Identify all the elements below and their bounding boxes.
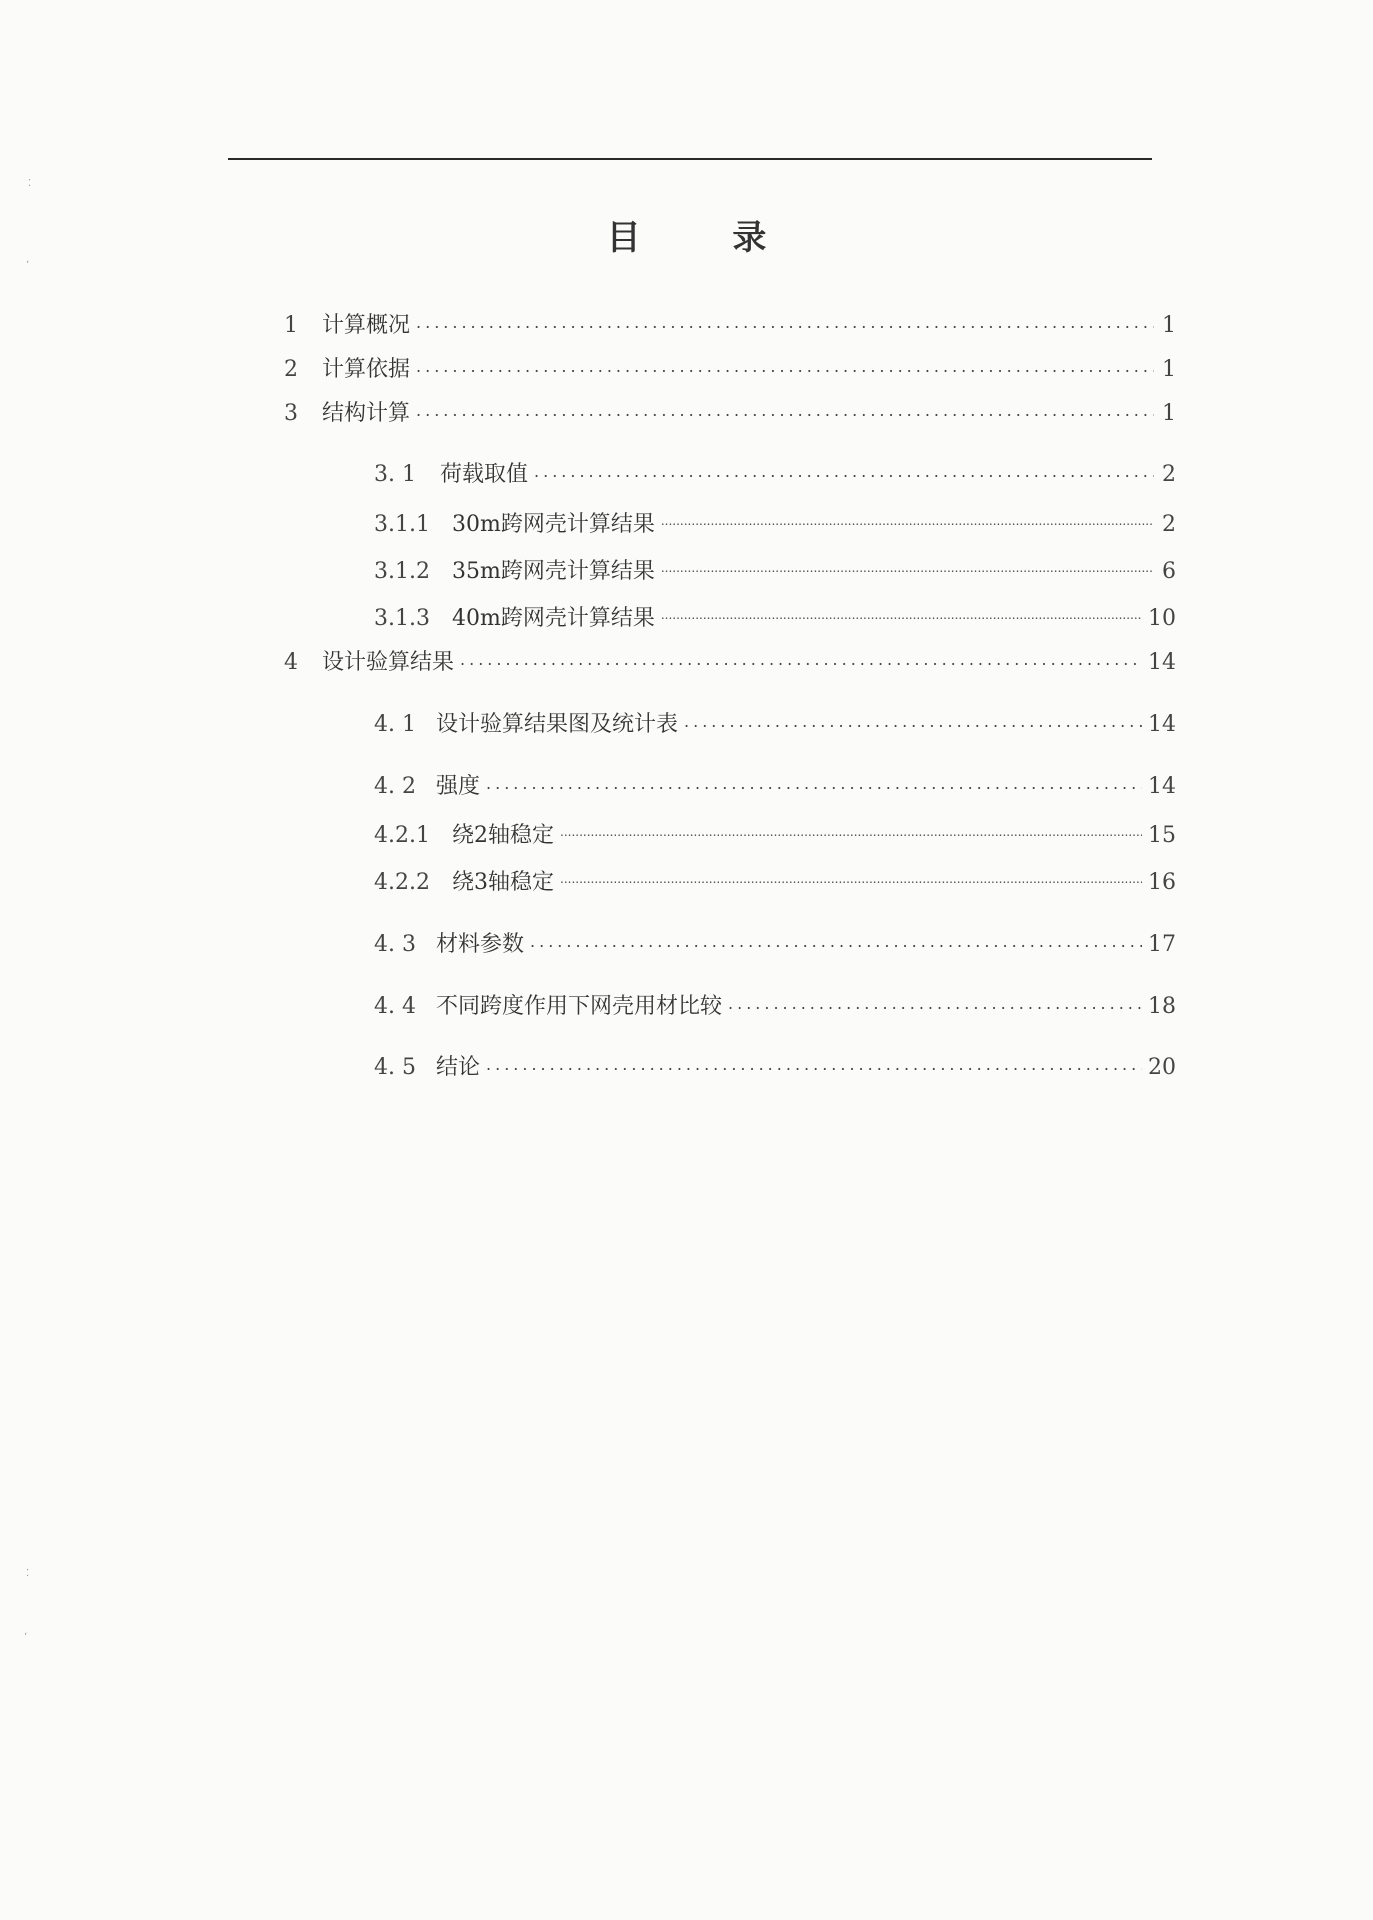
toc-entry[interactable]	[284, 648, 1176, 678]
toc-entry[interactable]	[284, 355, 1176, 385]
toc-number: 2	[284, 357, 298, 382]
toc-leader-dots	[684, 707, 1142, 737]
toc-leader-dots	[486, 1050, 1142, 1080]
toc-leader-dots	[560, 864, 1142, 894]
toc-number: 4. 4	[374, 994, 416, 1019]
toc-entry[interactable]	[374, 772, 1176, 802]
toc-entry[interactable]	[374, 1053, 1176, 1083]
toc-leader-dots	[486, 769, 1142, 799]
toc-page-number: 14	[1148, 774, 1176, 799]
toc-page-number: 14	[1148, 712, 1176, 737]
toc-page-number: 18	[1148, 994, 1176, 1019]
page-title: 目 录	[606, 218, 807, 258]
toc-entry[interactable]	[374, 992, 1176, 1022]
toc-label: 30m跨网壳计算结果	[452, 512, 655, 537]
toc-number: 4. 2	[374, 774, 416, 799]
toc-number: 4. 3	[374, 932, 416, 957]
toc-label: 40m跨网壳计算结果	[452, 606, 655, 631]
toc-number: 3. 1	[374, 462, 416, 487]
scan-speck: ⁚	[26, 1568, 30, 1579]
toc-number: 4.2.1	[374, 823, 430, 848]
toc-leader-dots	[460, 645, 1142, 675]
toc-entry[interactable]	[374, 868, 1176, 898]
toc-leader-dots	[416, 308, 1154, 338]
scan-speck: ʼ	[24, 1632, 28, 1643]
scan-speck: ʼ	[26, 260, 30, 271]
toc-page-number: 1	[1162, 401, 1176, 426]
toc-page-number: 16	[1148, 870, 1176, 895]
toc-page-number: 1	[1162, 313, 1176, 338]
toc-leader-dots	[661, 553, 1154, 583]
toc-number: 1	[284, 313, 298, 338]
toc-number: 4	[284, 650, 298, 675]
toc-page-number: 15	[1148, 823, 1176, 848]
toc-page-number: 20	[1148, 1055, 1176, 1080]
toc-label: 设计验算结果	[322, 650, 455, 675]
toc-entry[interactable]	[374, 557, 1176, 587]
toc-number: 3.1.3	[374, 606, 430, 631]
toc-leader-dots	[530, 927, 1142, 957]
toc-leader-dots	[661, 506, 1154, 536]
toc-leader-dots	[661, 600, 1142, 630]
toc-entry[interactable]	[374, 930, 1176, 960]
toc-number: 4.2.2	[374, 870, 430, 895]
toc-number: 4. 5	[374, 1055, 416, 1080]
toc-entry[interactable]	[374, 821, 1176, 851]
header-rule	[228, 158, 1152, 160]
toc-entry[interactable]	[374, 510, 1176, 540]
toc-entry[interactable]	[284, 399, 1176, 429]
toc-label: 计算概况	[322, 313, 411, 338]
toc-label: 结构计算	[322, 401, 411, 426]
toc-page-number: 2	[1162, 512, 1176, 537]
toc-label: 设计验算结果图及统计表	[436, 712, 679, 737]
toc-entry[interactable]	[374, 460, 1176, 490]
toc-page-number: 10	[1148, 606, 1176, 631]
toc-label: 荷载取值	[440, 462, 529, 487]
toc-label: 绕3轴稳定	[452, 870, 554, 895]
toc-page-number: 6	[1162, 559, 1176, 584]
toc-page-number: 17	[1148, 932, 1176, 957]
toc-page-number: 14	[1148, 650, 1176, 675]
toc-label: 35m跨网壳计算结果	[452, 559, 655, 584]
toc-page-number: 2	[1162, 462, 1176, 487]
toc-number: 3.1.2	[374, 559, 430, 584]
toc-page-number: 1	[1162, 357, 1176, 382]
toc-leader-dots	[534, 457, 1154, 487]
toc-label: 结论	[436, 1055, 481, 1080]
toc-label: 绕2轴稳定	[452, 823, 554, 848]
toc-entry[interactable]	[374, 604, 1176, 634]
toc-label: 材料参数	[436, 932, 525, 957]
toc-label: 计算依据	[322, 357, 411, 382]
toc-leader-dots	[416, 396, 1154, 426]
toc-number: 3.1.1	[374, 512, 430, 537]
scan-speck: ⁚	[28, 178, 32, 189]
toc-label: 不同跨度作用下网壳用材比较	[436, 994, 723, 1019]
toc-leader-dots	[416, 352, 1154, 382]
toc-number: 3	[284, 401, 298, 426]
toc-leader-dots	[728, 989, 1142, 1019]
toc-entry[interactable]	[374, 710, 1176, 740]
toc-leader-dots	[560, 817, 1142, 847]
toc-label: 强度	[436, 774, 481, 799]
toc-entry[interactable]	[284, 311, 1176, 341]
toc-number: 4. 1	[374, 712, 416, 737]
